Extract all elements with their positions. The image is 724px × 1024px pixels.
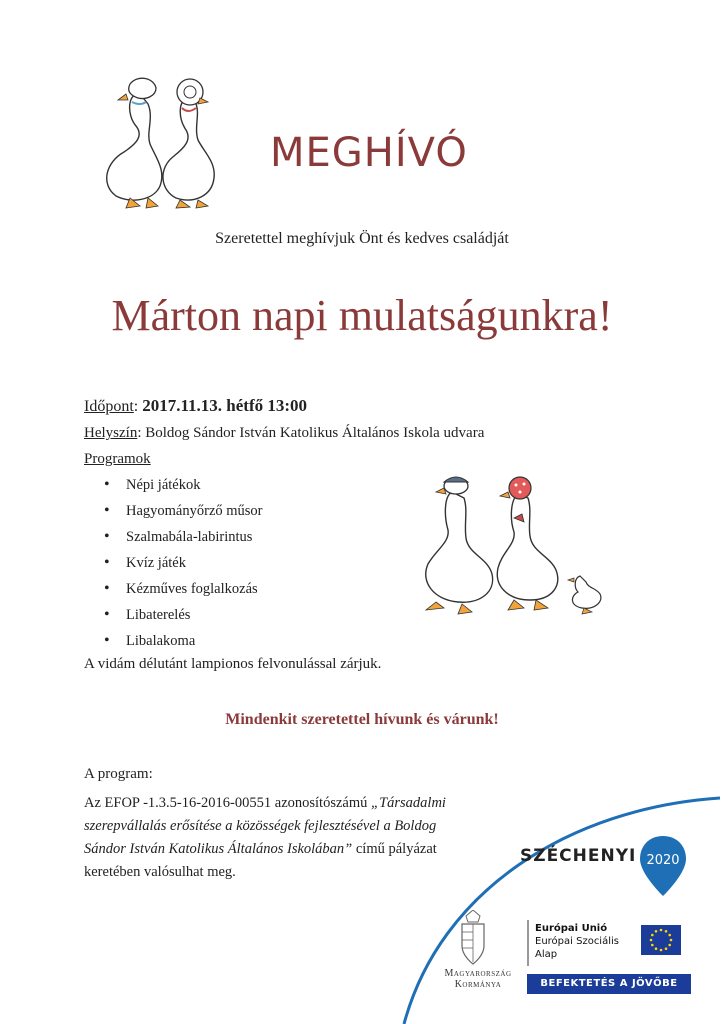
closing-note: A vidám délutánt lampionos felvonulással zárjuk. — [84, 656, 382, 672]
funding-project-title: „Társadalmi szerepvállalás erősítése a közösségek fejlesztésével a Boldog Sándor István Katolikus Általános Iskolában” — [84, 795, 446, 857]
program-list — [104, 472, 263, 654]
call-to-action: Mindenkit szeretettel hívunk és várunk! — [225, 711, 499, 728]
funding-label: A program: — [84, 766, 153, 782]
list-item: • Kézműves foglalkozás — [104, 576, 263, 602]
goose-family-illustration — [414, 470, 614, 620]
event-time: Időpont: 2017.11.13. hétfő 13:00 — [84, 396, 308, 415]
szechenyi-logo-text: SZÉCHENYI — [520, 846, 637, 866]
eu-line-2: Európai Szociális — [535, 936, 619, 947]
szechenyi-year: 2020 — [646, 853, 680, 868]
geese-couple-illustration — [96, 74, 226, 209]
list-item: • Szalmabála-labirintus — [104, 524, 263, 550]
time-label: Időpont — [84, 398, 134, 415]
invitation-intro: Szeretettel meghívjuk Önt és kedves családját — [215, 230, 509, 247]
investment-banner: BEFEKTETÉS A JÖVŐBE — [527, 974, 691, 994]
eu-line-1: Európai Unió — [535, 923, 608, 934]
list-item: • Hagyományőrző műsor — [104, 498, 263, 524]
time-value: 2017.11.13. hétfő 13:00 — [142, 396, 308, 415]
government-logo-text — [428, 968, 528, 990]
list-item: • Libaterelés — [104, 602, 263, 628]
place-value: Boldog Sándor István Katolikus Általános Iskola udvara — [145, 425, 485, 441]
gov-line-1: Magyarország — [444, 968, 512, 979]
gov-line-2: Kormánya — [454, 979, 502, 990]
eu-line-3: Alap — [535, 949, 558, 960]
eu-logo-text — [535, 922, 619, 961]
page-title: MEGHÍVÓ — [270, 130, 468, 176]
szechenyi-2020-icon — [638, 834, 688, 898]
event-place: Helyszín: Boldog Sándor István Katolikus Általános Iskola udvara — [84, 425, 485, 441]
programs-label: Programok — [84, 451, 151, 467]
funding-text-prefix: Az EFOP -1.3.5-16-2016-00551 azonosítószámú — [84, 795, 372, 811]
list-item: • Kvíz játék — [104, 550, 263, 576]
event-headline: Márton napi mulatságunkra! — [111, 291, 613, 340]
coat-of-arms-icon — [456, 910, 490, 966]
list-item: • Libalakoma — [104, 628, 263, 654]
funding-text-suffix: című pályázat keretében valósulhat meg. — [84, 841, 437, 880]
place-label: Helyszín — [84, 425, 138, 441]
eu-flag-icon — [641, 925, 681, 955]
eu-divider — [527, 920, 529, 966]
list-item: • Népi játékok — [104, 472, 263, 498]
